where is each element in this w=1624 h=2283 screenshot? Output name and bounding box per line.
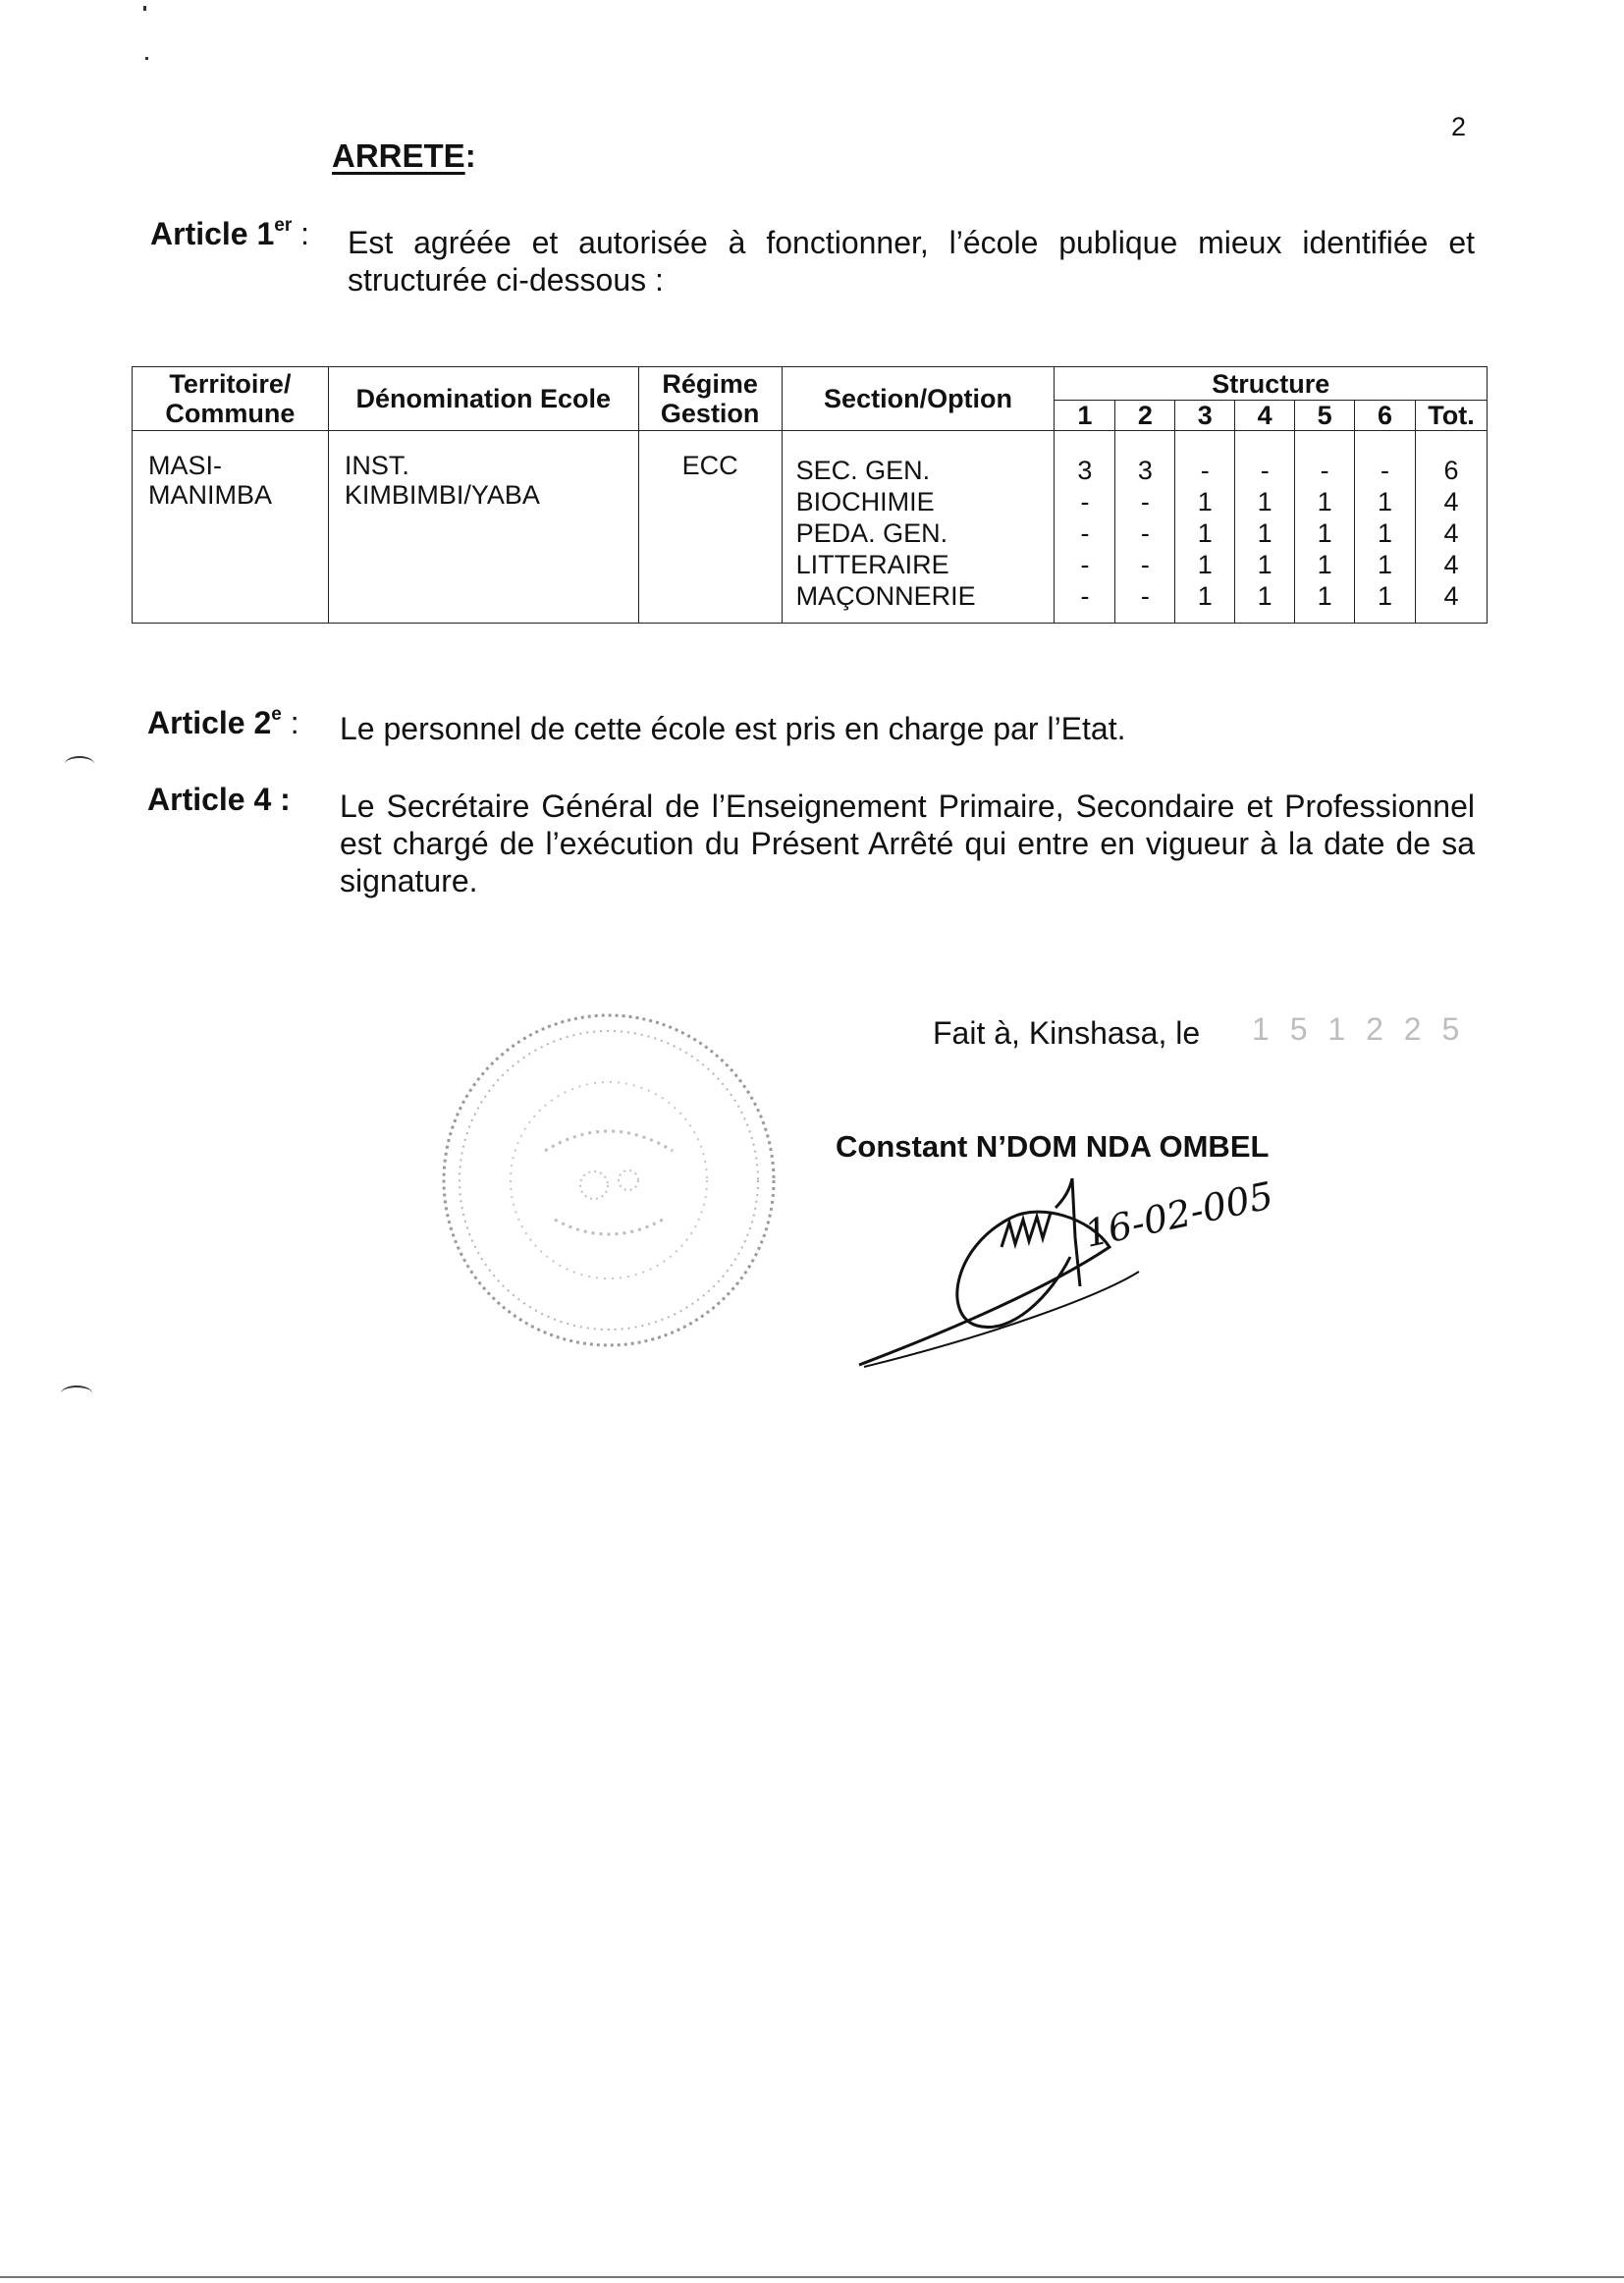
value: 3 xyxy=(1137,456,1153,485)
value: 1 xyxy=(1378,581,1393,611)
header-year-5: 5 xyxy=(1295,401,1355,431)
value: 4 xyxy=(1443,550,1459,579)
value: 1 xyxy=(1378,518,1393,548)
article-2-label-main: Article 2 xyxy=(147,705,272,740)
header-regime: Régime Gestion xyxy=(638,367,782,431)
bottom-rule xyxy=(0,2276,1624,2278)
value: 1 xyxy=(1317,581,1332,611)
value: 1 xyxy=(1257,550,1272,579)
cell-year-3 xyxy=(1175,431,1235,624)
cell-section xyxy=(782,431,1055,624)
cell-territoire xyxy=(133,431,329,624)
header-year-4: 4 xyxy=(1235,401,1295,431)
value: 4 xyxy=(1443,518,1459,548)
header-territoire: Territoire/ Commune xyxy=(133,367,329,431)
value: 4 xyxy=(1443,581,1459,611)
value: 1 xyxy=(1317,518,1332,548)
title-colon: : xyxy=(464,137,476,174)
article-2-label-suffix: : xyxy=(281,705,299,740)
list-item: LITTERAIRE xyxy=(795,550,949,579)
article-2-text: Le personnel de cette école est pris en charge par l’Etat. xyxy=(340,711,1126,746)
value: 1 xyxy=(1378,487,1393,516)
value: - xyxy=(1080,581,1090,611)
article-1-label-sup: er xyxy=(274,215,293,237)
value: 1 xyxy=(1378,550,1393,579)
place-label: Fait à, Kinshasa, le xyxy=(933,1015,1201,1051)
value: - xyxy=(1080,518,1090,548)
scan-dot xyxy=(143,6,146,11)
value: 1 xyxy=(1197,550,1213,579)
territoire-value: MASI- MANIMBA xyxy=(148,451,273,510)
value: 1 xyxy=(1197,581,1213,611)
list-item: BIOCHIMIE xyxy=(795,487,935,516)
list-item: MAÇONNERIE xyxy=(795,581,976,611)
date-stamp: 1 5 1 2 2 5 xyxy=(1252,1011,1466,1047)
value: 3 xyxy=(1077,456,1093,485)
header-year-3: 3 xyxy=(1175,401,1235,431)
value: - xyxy=(1140,487,1150,516)
signatory-name: Constant N’DOM NDA OMBEL xyxy=(836,1129,1270,1164)
denomination-value: INST. KIMBIMBI/YABA xyxy=(344,451,540,510)
article-1-text: Est agréée et autorisée à fonctionner, l’école publique mieux identifiée et structurée ci-dessous : xyxy=(348,225,1475,298)
official-stamp xyxy=(427,1004,790,1362)
value: - xyxy=(1320,456,1329,485)
margin-mark xyxy=(65,756,94,772)
handwritten-date: 16-02-005 xyxy=(1080,1178,1277,1256)
article-1-label xyxy=(150,216,309,252)
cell-year-2 xyxy=(1115,431,1175,624)
value: - xyxy=(1200,456,1210,485)
value: 6 xyxy=(1443,456,1459,485)
value: 1 xyxy=(1317,487,1332,516)
cell-regime: ECC xyxy=(638,431,782,624)
title-text: ARRETE xyxy=(332,137,465,174)
handwritten-signature xyxy=(844,1178,1296,1380)
article-4-text: Le Secrétaire Général de l’Enseignement Primaire, Secondaire et Professionnel est chargé de l’exécution du Présent Arrêté qui entre en vigueur à la date de sa signature. xyxy=(340,788,1475,898)
header-total: Tot. xyxy=(1415,401,1487,431)
value: 1 xyxy=(1197,487,1213,516)
cell-total xyxy=(1415,431,1487,624)
header-year-2: 2 xyxy=(1115,401,1175,431)
value: 1 xyxy=(1257,581,1272,611)
value: - xyxy=(1080,550,1090,579)
value: 1 xyxy=(1317,550,1332,579)
cell-year-1 xyxy=(1055,431,1115,624)
value: 1 xyxy=(1197,518,1213,548)
value: - xyxy=(1140,550,1150,579)
header-year-6: 6 xyxy=(1355,401,1416,431)
value: 4 xyxy=(1443,487,1459,516)
article-4-label: Article 4 : xyxy=(147,782,291,817)
school-structure-table xyxy=(132,366,1488,624)
article-1-label-main: Article 1 xyxy=(150,216,275,251)
value: - xyxy=(1260,456,1270,485)
cell-year-5 xyxy=(1295,431,1355,624)
cell-denomination xyxy=(328,431,638,624)
article-2-label-sup: e xyxy=(271,704,282,726)
value: - xyxy=(1140,581,1150,611)
cell-year-4 xyxy=(1235,431,1295,624)
document-title xyxy=(332,137,476,175)
cell-year-6 xyxy=(1355,431,1416,624)
article-2-label xyxy=(147,705,299,741)
value: - xyxy=(1080,487,1090,516)
table-row xyxy=(133,431,1488,624)
margin-mark xyxy=(61,1386,92,1401)
header-section: Section/Option xyxy=(782,367,1055,431)
article-1-label-suffix: : xyxy=(292,216,310,251)
list-item: PEDA. GEN. xyxy=(795,518,948,548)
header-denomination: Dénomination Ecole xyxy=(328,367,638,431)
page-number: 2 xyxy=(1451,112,1467,141)
header-structure: Structure xyxy=(1055,367,1488,401)
value: 1 xyxy=(1257,487,1272,516)
header-year-1: 1 xyxy=(1055,401,1115,431)
list-item: SEC. GEN. xyxy=(795,456,931,485)
scan-dot xyxy=(145,57,148,60)
value: 1 xyxy=(1257,518,1272,548)
value: - xyxy=(1140,518,1150,548)
value: - xyxy=(1380,456,1390,485)
